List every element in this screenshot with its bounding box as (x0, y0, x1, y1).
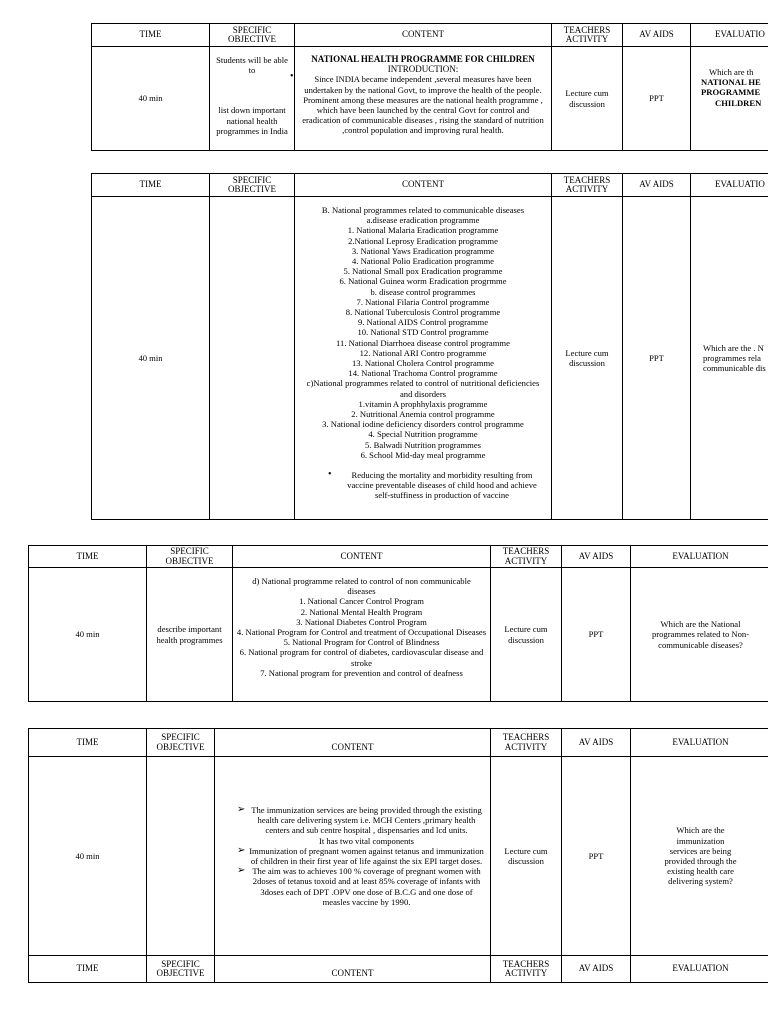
list-item: 13. National Cholera Control programme (351, 358, 494, 369)
list-item: 5. National Small pox Eradication programme (343, 266, 503, 277)
header-content: CONTENT (295, 24, 552, 47)
list-item: 7. National program for prevention and control of deafness (260, 667, 463, 678)
header-teacher-activity: TEACHERS ACTIVITY (552, 24, 623, 47)
content-paragraph: The immunization services are being provided through the existing health care delivering system i.e. MCH Centers ,primary health centers and sub centre hospital , dispensaries and lcd units. (251, 804, 482, 836)
evaluation-line: CHILDREN (715, 97, 762, 108)
content-cell (295, 197, 552, 520)
content-paragraph: It has two vital components (319, 835, 414, 846)
header-av-aids: AV AIDS (562, 729, 631, 757)
list-item: b. disease control programmes (370, 286, 476, 297)
teacher-activity-cell: Lecture cum discussion (491, 757, 562, 956)
list-item: a.disease eradication programme (366, 215, 480, 226)
content-title: NATIONAL HEALTH PROGRAMME FOR CHILDREN (311, 54, 535, 64)
lesson-plan-table-2 (91, 173, 768, 520)
list-item: 1. National Malaria Eradication programme (347, 225, 499, 236)
list-item: 4. National Polio Eradication programme (352, 256, 494, 267)
header-objective: SPECIFIC OBJECTIVE (147, 546, 233, 568)
header-objective: SPECIFIC OBJECTIVE (210, 174, 295, 197)
content-cell (290, 47, 552, 151)
evaluation-cell: Which are the National programmes related to Non-communicable diseases? (631, 568, 768, 702)
objective-cell (147, 757, 215, 956)
lesson-plan-table-1 (91, 23, 768, 151)
list-item: 3. National iodine deficiency disorders control programme (322, 419, 524, 430)
av-aids-cell: PPT (623, 197, 691, 520)
time-cell: 40 min (92, 197, 210, 520)
teacher-activity-cell: Lecture cum discussion (552, 47, 623, 151)
header-teacher-activity: TEACHERS ACTIVITY (491, 546, 562, 568)
list-item: 3. National Yaws Eradication programme (351, 245, 495, 256)
bullet-icon: • (328, 469, 332, 481)
av-aids-cell: PPT (562, 757, 631, 956)
objective-cell (210, 47, 295, 151)
teacher-activity-cell: Lecture cum discussion (552, 197, 623, 520)
list-item: 6. National Guinea worm Eradication progrmme (339, 276, 507, 287)
header-av-aids: AV AIDS (562, 546, 631, 568)
header-time: TIME (29, 956, 147, 983)
header-objective: SPECIFIC OBJECTIVE (147, 956, 215, 983)
header-objective: SPECIFIC OBJECTIVE (210, 24, 295, 47)
teacher-activity-cell: Lecture cum discussion (491, 568, 562, 702)
content-list (236, 596, 487, 678)
av-aids-cell: PPT (623, 47, 691, 151)
content-heading: d) National programme related to control of non communicable diseases (252, 576, 471, 597)
content-bullet-text: Reducing the mortality and morbidity resulting from vaccine preventable diseases of child hood and achieve self-stuffiness in production of vaccine (347, 470, 537, 501)
list-item: 2.National Leprosy Eradication programme (348, 235, 498, 246)
list-item: 4. National Program for Control and treatment of Occupational Diseases (236, 627, 487, 638)
header-time: TIME (92, 174, 210, 197)
content-cell (233, 568, 491, 702)
content-paragraph: Immunization of pregnant women against tetanus and immunization of children in their first year of life against the six EPI target doses. (249, 845, 484, 866)
content-list (301, 205, 545, 460)
list-item: 5. National Program for Control of Blindness (283, 637, 440, 648)
list-item: 2. National Mental Health Program (300, 606, 423, 617)
time-cell: 40 min (92, 47, 210, 151)
header-evaluation: EVALUATIO (691, 174, 768, 197)
evaluation-line: Which are th (709, 67, 754, 77)
bullet-icon: • (290, 71, 294, 83)
list-item: 3. National Diabetes Control Program (296, 616, 427, 627)
header-av-aids: AV AIDS (623, 174, 691, 197)
list-item: 12. National ARI Contro programme (359, 347, 487, 358)
arrow-bullet-icon: ➢ (237, 803, 246, 815)
list-item: 2. Nutritional Anemia control programme (351, 409, 495, 420)
lesson-plan-table-4 (28, 728, 768, 983)
list-item: 10. National STD Control programme (357, 327, 489, 338)
time-cell: 40 min (29, 757, 147, 956)
arrow-bullet-icon: ➢ (237, 844, 246, 856)
evaluation-cell: Which are the immunization services are being provided through the existing health care delivering system? (631, 757, 768, 956)
content-cell (215, 757, 491, 956)
header-teacher-activity: TEACHERS ACTIVITY (491, 729, 562, 757)
list-item: 7. National Filaria Control programme (356, 296, 490, 307)
header-time: TIME (29, 729, 147, 757)
header-evaluation: EVALUATIO (691, 24, 768, 47)
header-av-aids: AV AIDS (623, 24, 691, 47)
list-item: c)National programmes related to control of nutritional deficiencies and disorders (306, 378, 540, 399)
list-item: B. National programmes related to communicable diseases (321, 205, 525, 215)
objective-text: list down important national health programmes in India (216, 105, 288, 136)
header-content: CONTENT (215, 729, 491, 757)
evaluation-line: NATIONAL HE (701, 77, 761, 88)
time-cell: 40 min (29, 568, 147, 702)
header-evaluation: EVALUATION (631, 546, 768, 568)
evaluation-line: PROGRAMME (701, 87, 761, 98)
arrow-bullet-icon: ➢ (237, 865, 246, 877)
evaluation-cell: Which are the . N programmes rela communicable dis (691, 197, 768, 520)
av-aids-cell: PPT (562, 568, 631, 702)
list-item: 1. National Cancer Control Program (299, 596, 424, 607)
content-paragraph: The aim was to achieves 100 % coverage of pregnant women with 2doses of tetanus toxoid and at least 85% coverage of infants with 3doses each of DPT .OPV one dose of B.C.G and one dose of measles vaccine by 1990. (252, 866, 481, 907)
list-item: 14. National Trachoma Control programme (348, 368, 498, 379)
header-time: TIME (29, 546, 147, 568)
list-item: 8. National Tuberculosis Control programme (345, 307, 501, 318)
header-content: CONTENT (215, 956, 491, 983)
header-teacher-activity: TEACHERS ACTIVITY (491, 956, 562, 983)
list-item: 1.vitamin A prophhylaxis programme (358, 398, 488, 409)
evaluation-cell (691, 47, 768, 151)
lesson-plan-table-3 (28, 545, 768, 702)
list-item: 6. National program for control of diabetes, cardiovascular disease and stroke (239, 647, 484, 668)
header-content: CONTENT (233, 546, 491, 568)
header-evaluation: EVALUATION (631, 729, 768, 757)
list-item: 9. National AIDS Control programme (357, 317, 489, 328)
objective-intro: Students will be able to (216, 55, 288, 76)
header-teacher-activity: TEACHERS ACTIVITY (552, 174, 623, 197)
list-item: 6. School Mid-day meal programme (360, 449, 486, 460)
header-evaluation: EVALUATION (631, 956, 768, 983)
header-time: TIME (92, 24, 210, 47)
list-item: 4. Special Nutrition programme (368, 429, 478, 440)
content-intro: INTRODUCTION: (387, 64, 459, 75)
objective-cell: describe important health programmes (147, 568, 233, 702)
list-item: 5. Balwadi Nutrition programmes (365, 439, 481, 450)
header-av-aids: AV AIDS (562, 956, 631, 983)
header-content: CONTENT (295, 174, 552, 197)
list-item: 11. National Diarrhoea disease control programme (336, 337, 510, 348)
content-body: Since INDIA became independent ,several measures have been undertaken by the national Govt, to improve the health of the people. Prominent among these measures are the national health programme , which have been launched by the central Govt for control and eradication of communicable diseases , rising the standard of nutrition ,control population and improving rural health. (302, 74, 544, 136)
objective-cell (210, 197, 295, 520)
header-objective: SPECIFIC OBJECTIVE (147, 729, 215, 757)
